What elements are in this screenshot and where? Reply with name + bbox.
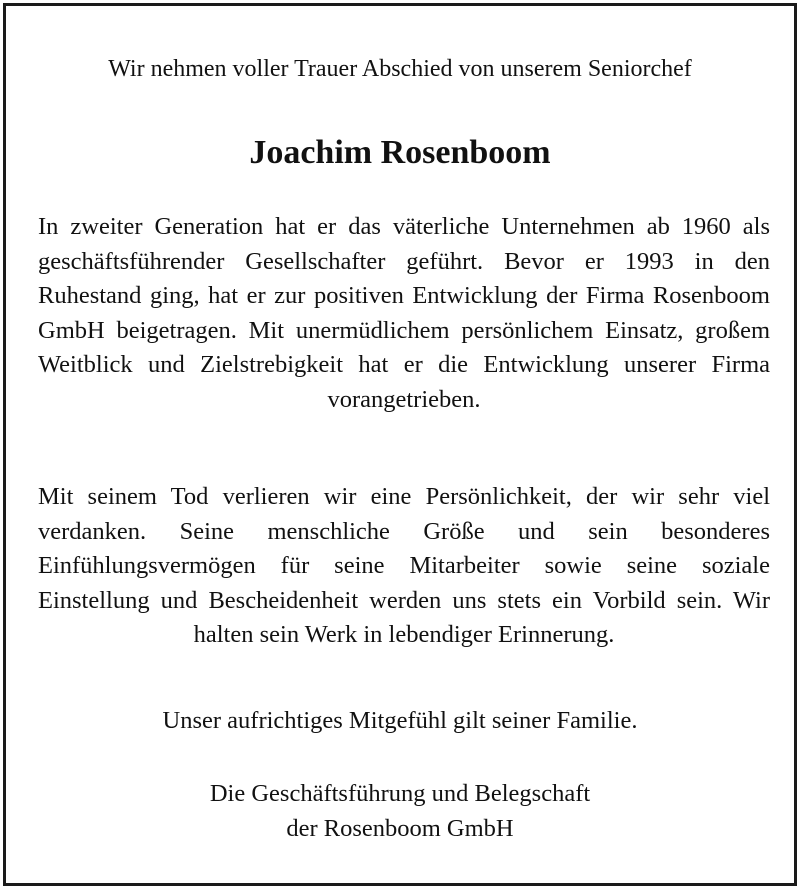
signature-line-2: der Rosenboom GmbH bbox=[286, 814, 514, 842]
tribute-paragraph-2: Mit seinem Tod verlieren wir eine Persönlichkeit, der wir sehr viel verdanken. Seine menschliche Größe und sein besonderes Einfühlungsvermögen für seine Mitarbeiter sowie seine soziale Einstellung und Bescheidenheit werden uns stets ein Vorbild sein. Wir halten sein Werk in lebendiger Erinnerung. bbox=[38, 483, 770, 648]
tribute-paragraph-1: In zweiter Generation hat er das väterliche Unternehmen ab 1960 als geschäftsführender Gesellschafter geführt. Bevor er 1993 in den Ruhestand ging, hat er zur positiven Entwicklung der Firma Rosenboom GmbH beigetragen. Mit unermüdlichem persönlichem Einsatz, großem Weitblick und Zielstrebigkeit hat er die Entwicklung unserer Firma vorangetrieben. bbox=[38, 213, 770, 413]
signature-block bbox=[6, 777, 794, 846]
condolence-line: Unser aufrichtiges Mitgefühl gilt seiner Familie. bbox=[162, 707, 638, 734]
signature-line-1: Die Geschäftsführung und Belegschaft bbox=[209, 780, 591, 807]
intro-line: Wir nehmen voller Trauer Abschied von unserem Seniorchef bbox=[108, 56, 692, 82]
obituary-notice bbox=[3, 3, 797, 886]
deceased-name: Joachim Rosenboom bbox=[249, 134, 551, 171]
